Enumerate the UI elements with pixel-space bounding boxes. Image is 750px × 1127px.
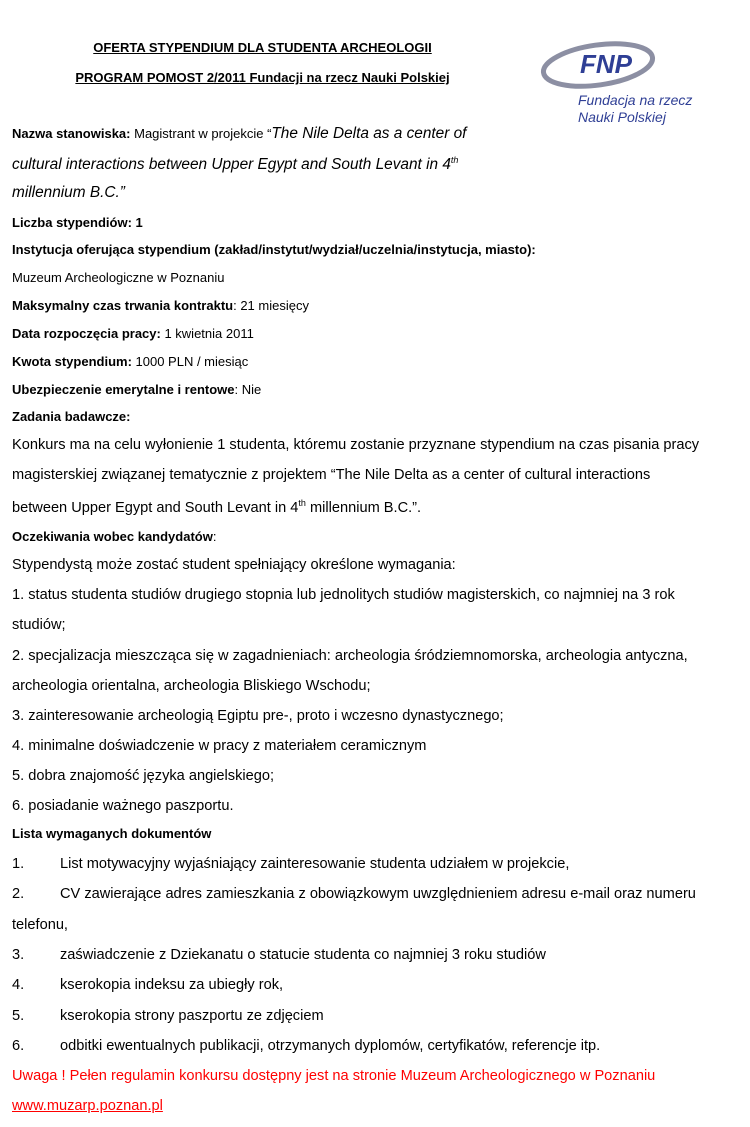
tasks-line-3b: millennium B.C.”. — [305, 499, 422, 516]
position-line-2 — [12, 155, 742, 174]
position-title-sup: th — [450, 155, 459, 165]
document-item-number: 2. — [12, 886, 25, 902]
document-item-number: 4. — [12, 977, 25, 993]
position-prefix: Magistrant w projekcie “ — [134, 126, 272, 141]
position-title-1: The Nile Delta as a center of — [271, 125, 467, 142]
document-item-text: telefonu, — [12, 917, 68, 933]
start-label: Data rozpoczęcia pracy: — [12, 326, 161, 341]
requirement-3: 3. zainteresowanie archeologią Egiptu pre-, proto i wczesno dynastycznego; — [12, 708, 504, 724]
logo-line-1: Fundacja na rzecz — [578, 92, 693, 108]
document-item-continuation — [12, 917, 742, 933]
start-line — [12, 326, 742, 341]
amount-label: Kwota stypendium: — [12, 354, 132, 369]
tasks-line-3a: between Upper Egypt and South Levant in 4 — [12, 499, 299, 516]
document-item-text: zaświadczenie z Dziekanatu o statucie studenta co najmniej 3 roku studiów — [60, 947, 546, 963]
start-value: 1 kwietnia 2011 — [160, 326, 254, 341]
insurance-line — [12, 382, 742, 397]
institution-value: Muzeum Archeologiczne w Poznaniu — [12, 270, 225, 285]
duration-label: Maksymalny czas trwania kontraktu — [12, 298, 234, 313]
document-item — [12, 947, 742, 963]
document-item-text: odbitki ewentualnych publikacji, otrzymanych dyplomów, certyfikatów, referencje itp. — [60, 1038, 601, 1054]
tasks-line-3 — [12, 498, 742, 516]
institution-label: Instytucja oferująca stypendium (zakład/instytut/wydział/uczelnia/instytucja, miasto): — [12, 242, 536, 257]
notice-link-line — [12, 1098, 742, 1114]
expectations-colon: : — [212, 529, 217, 544]
requirement-2a: 2. specjalizacja mieszcząca się w zagadnieniach: archeologia śródziemnomorska, archeologia antyczna, — [12, 648, 688, 664]
document-item-text: kserokopia indeksu za ubiegły rok, — [60, 977, 284, 993]
requirement-5: 5. dobra znajomość języka angielskiego; — [12, 768, 275, 784]
position-title-2: cultural interactions between Upper Egypt and South Levant in 4 — [12, 156, 451, 174]
documents-label: Lista wymaganych dokumentów — [12, 826, 212, 841]
document-item — [12, 1038, 742, 1054]
requirement-4: 4. minimalne doświadczenie w pracy z materiałem ceramicznym — [12, 738, 427, 754]
requirement-1a: 1. status studenta studiów drugiego stopnia lub jednolitych studiów magisterskich, co najmniej na 3 rok — [12, 587, 675, 603]
expectations-line — [12, 529, 742, 544]
logo-line-2: Nauki Polskiej — [578, 109, 666, 125]
document-item-number: 1. — [12, 856, 25, 872]
tasks-line-3-sup: th — [298, 498, 306, 508]
duration-value: : 21 miesięcy — [233, 298, 309, 313]
document-item-number: 5. — [12, 1008, 25, 1024]
scholarship-count: Liczba stypendiów: 1 — [12, 215, 143, 230]
position-label: Nazwa stanowiska: — [12, 126, 131, 141]
amount-line — [12, 354, 742, 369]
document-item-number: 3. — [12, 947, 25, 963]
tasks-line-1: Konkurs ma na celu wyłonienie 1 studenta, któremu zostanie przyznane stypendium na czas pisania pracy — [12, 437, 700, 453]
logo-acronym: FNP — [580, 49, 632, 79]
requirement-1b: studiów; — [12, 617, 66, 633]
fnp-logo — [540, 35, 740, 135]
document-item — [12, 977, 742, 993]
position-title-3: millennium B.C.” — [12, 184, 125, 201]
expectations-label: Oczekiwania wobec kandydatów — [12, 529, 213, 544]
museum-website-link[interactable]: www.muzarp.poznan.pl — [12, 1098, 163, 1114]
document-item-text: kserokopia strony paszportu ze zdjęciem — [60, 1008, 324, 1024]
document-subtitle: PROGRAM POMOST 2/2011 Fundacji na rzecz Nauki Polskiej — [75, 70, 450, 85]
document-item — [12, 1008, 742, 1024]
fnp-logo-icon — [540, 35, 740, 95]
document-item — [12, 886, 742, 902]
document-item-number: 6. — [12, 1038, 25, 1054]
requirement-6: 6. posiadanie ważnego paszportu. — [12, 798, 234, 814]
insurance-label: Ubezpieczenie emerytalne i rentowe — [12, 382, 235, 397]
position-line-1 — [12, 125, 742, 143]
amount-value: 1000 PLN / miesiąc — [131, 354, 249, 369]
requirement-2b: archeologia orientalna, archeologia Bliskiego Wschodu; — [12, 678, 371, 694]
tasks-line-2: magisterskiej związanej tematycznie z projektem “The Nile Delta as a center of cultural interactions — [12, 467, 651, 483]
document-item-text: List motywacyjny wyjaśniający zainteresowanie studenta udziałem w projekcie, — [60, 856, 570, 872]
notice-text: Uwaga ! Pełen regulamin konkursu dostępny jest na stronie Muzeum Archeologicznego w Poznaniu — [12, 1068, 656, 1084]
duration-line — [12, 298, 742, 313]
tasks-label: Zadania badawcze: — [12, 409, 131, 424]
document-item-text: CV zawierające adres zamieszkania z obowiązkowym uwzględnieniem adresu e-mail oraz numeru — [60, 886, 696, 902]
document-item — [12, 856, 742, 872]
document-title: OFERTA STYPENDIUM DLA STUDENTA ARCHEOLOGII — [93, 40, 432, 55]
insurance-value: : Nie — [234, 382, 262, 397]
expectations-intro: Stypendystą może zostać student spełniający określone wymagania: — [12, 557, 456, 573]
